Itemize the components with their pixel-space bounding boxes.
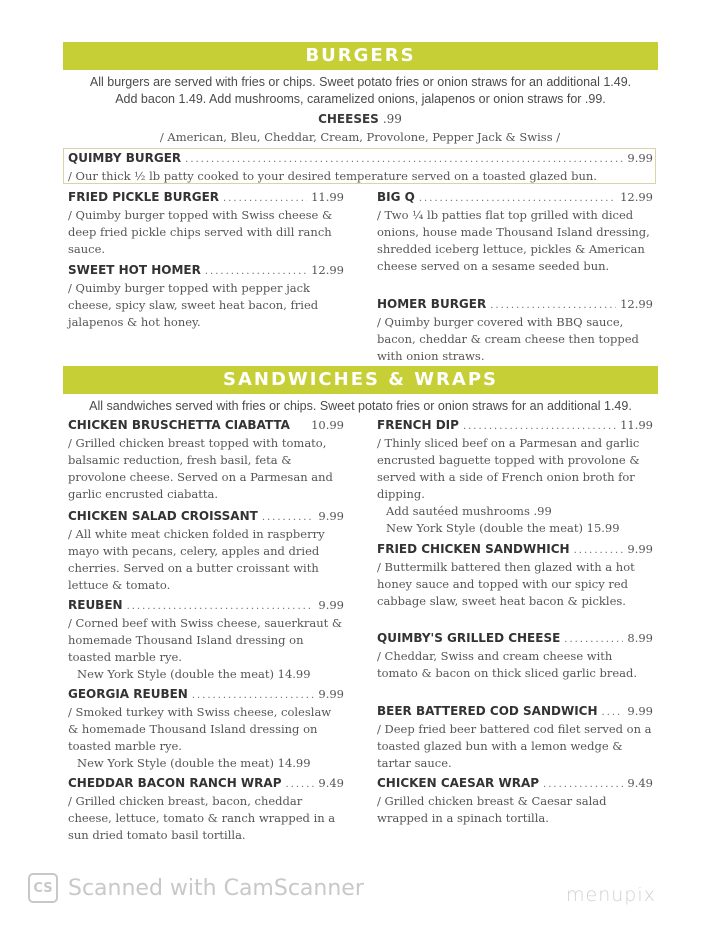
menu-item xyxy=(68,150,653,185)
item-name: FRIED CHICKEN SANDWHICH xyxy=(377,542,570,556)
item-name: CHEDDAR BACON RANCH WRAP xyxy=(68,776,282,790)
menu-item xyxy=(377,775,653,827)
leader-dots xyxy=(223,190,307,207)
item-description: / Corned beef with Swiss cheese, sauerkraut & homemade Thousand Island dressing on toasted marble rye. xyxy=(68,616,343,664)
leader-dots xyxy=(262,509,315,526)
item-option: New York Style (double the meat) 14.99 xyxy=(77,667,311,681)
item-price: 11.99 xyxy=(620,418,653,432)
item-price: 9.99 xyxy=(318,598,344,612)
leader-dots xyxy=(127,598,315,615)
item-price: 12.99 xyxy=(620,297,653,311)
item-option: New York Style (double the meat) 14.99 xyxy=(77,756,311,770)
menu-item xyxy=(377,541,653,610)
leader-dots xyxy=(574,542,624,559)
item-price: 9.49 xyxy=(627,776,653,790)
menu-item xyxy=(68,686,344,772)
item-description: / Our thick ½ lb patty cooked to your desired temperature served on a toasted glazed bun. xyxy=(68,169,597,183)
menupix-watermark: menupix xyxy=(566,884,656,906)
leader-dots xyxy=(205,263,307,280)
item-description: / Cheddar, Swiss and cream cheese with tomato & bacon on thick sliced garlic bread. xyxy=(377,649,638,680)
item-description: / Quimby burger topped with pepper jack cheese, spicy slaw, sweet heat bacon, fried jalapenos & hot honey. xyxy=(68,281,319,329)
cheeses-label: CHEESES xyxy=(318,112,379,126)
item-name: HOMER BURGER xyxy=(377,297,487,311)
leader-dots xyxy=(286,776,315,793)
item-name: REUBEN xyxy=(68,598,123,612)
menu-item xyxy=(68,508,344,594)
item-name: FRIED PICKLE BURGER xyxy=(68,190,220,204)
cheeses-list: / American, Bleu, Cheddar, Cream, Provolone, Pepper Jack & Swiss / xyxy=(159,130,561,144)
item-price: 8.99 xyxy=(627,631,653,645)
burgers-note-1: All burgers are served with fries or chips. Sweet potato fries or onion straws for an additional 1.49. xyxy=(89,75,632,89)
leader-dots xyxy=(192,687,315,704)
item-description: / Grilled chicken breast, bacon, cheddar cheese, lettuce, tomato & ranch wrapped in a sun dried tomato basil tortilla. xyxy=(68,794,336,842)
item-description: / All white meat chicken folded in raspberry mayo with pecans, celery, apples and dried cherries. Served on a butter croissant with lettuce & tomato. xyxy=(68,527,325,592)
item-price: 9.49 xyxy=(318,776,344,790)
menu-item xyxy=(377,630,653,682)
item-description: / Grilled chicken breast & Caesar salad wrapped in a spinach tortilla. xyxy=(377,794,607,825)
item-price: 10.99 xyxy=(311,418,344,432)
item-name: QUIMBY'S GRILLED CHEESE xyxy=(377,631,561,645)
sandwiches-note: All sandwiches served with fries or chips. Sweet potato fries or onion straws for an additional 1.49. xyxy=(89,399,632,413)
leader-dots xyxy=(419,190,616,207)
item-name: CHICKEN SALAD CROISSANT xyxy=(68,509,258,523)
item-price: 11.99 xyxy=(311,190,344,204)
item-description: / Two ¼ lb patties flat top grilled with diced onions, house made Thousand Island dressing, shredded iceberg lettuce, pickles & American cheese served on a sesame seeded bun. xyxy=(377,208,650,273)
menu-item xyxy=(68,597,344,683)
burgers-heading: BURGERS xyxy=(63,42,658,70)
item-name: FRENCH DIP xyxy=(377,418,459,432)
menu-item xyxy=(377,189,653,275)
item-option: New York Style (double the meat) 15.99 xyxy=(386,521,620,535)
item-name: QUIMBY BURGER xyxy=(68,151,182,165)
menu-item xyxy=(377,417,653,537)
cheeses-price: .99 xyxy=(382,112,402,126)
menu-item xyxy=(377,703,653,772)
item-price: 9.99 xyxy=(318,509,344,523)
camscanner-watermark xyxy=(28,873,364,903)
item-name: CHICKEN CAESAR WRAP xyxy=(377,776,540,790)
leader-dots xyxy=(490,297,616,314)
item-price: 12.99 xyxy=(620,190,653,204)
burgers-note-2: Add bacon 1.49. Add mushrooms, caramelized onions, jalapenos or onion straws for .99. xyxy=(115,92,606,106)
menu-item xyxy=(68,775,344,844)
leader-dots xyxy=(602,704,624,721)
item-price: 9.99 xyxy=(318,687,344,701)
item-price: 12.99 xyxy=(311,263,344,277)
menu-item xyxy=(68,262,344,331)
menu-item xyxy=(377,296,653,365)
camscanner-logo-icon: CS xyxy=(28,873,58,903)
item-description: / Quimby burger topped with Swiss cheese & deep fried pickle chips served with dill ranch sauce. xyxy=(68,208,333,256)
sandwiches-heading: SANDWICHES & WRAPS xyxy=(63,366,658,394)
camscanner-text: Scanned with CamScanner xyxy=(68,875,364,901)
item-name: SWEET HOT HOMER xyxy=(68,263,201,277)
item-description: / Smoked turkey with Swiss cheese, coleslaw & homemade Thousand Island dressing on toasted marble rye. xyxy=(68,705,332,753)
item-description: / Buttermilk battered then glazed with a hot honey sauce and topped with our spicy red cabbage slaw, sweet heat bacon & pickles. xyxy=(377,560,635,608)
menu-item xyxy=(68,189,344,258)
item-price: 9.99 xyxy=(627,704,653,718)
item-name: CHICKEN BRUSCHETTA CIABATTA xyxy=(68,418,290,432)
item-option: Add sautéed mushrooms .99 xyxy=(386,504,552,518)
cheeses-heading xyxy=(0,112,720,126)
item-price: 9.99 xyxy=(627,542,653,556)
item-description: / Deep fried beer battered cod filet served on a toasted glazed bun with a lemon wedge & tartar sauce. xyxy=(377,722,652,770)
leader-dots xyxy=(543,776,623,793)
leader-dots xyxy=(564,631,623,648)
item-description: / Quimby burger covered with BBQ sauce, bacon, cheddar & cream cheese then topped with onion straws. xyxy=(377,315,639,363)
item-price: 9.99 xyxy=(627,151,653,165)
item-name: BEER BATTERED COD SANDWICH xyxy=(377,704,598,718)
item-name: GEORGIA REUBEN xyxy=(68,687,188,701)
item-description: / Thinly sliced beef on a Parmesan and garlic encrusted baguette topped with provolone & served with a side of French onion broth for dipping. xyxy=(377,436,640,501)
leader-dots xyxy=(463,418,616,435)
menu-item xyxy=(68,417,344,503)
item-name: BIG Q xyxy=(377,190,415,204)
leader-dots xyxy=(185,151,623,168)
item-description: / Grilled chicken breast topped with tomato, balsamic reduction, fresh basil, feta & provolone cheese. Served on a Parmesan and garlic encrusted ciabatta. xyxy=(68,436,333,501)
